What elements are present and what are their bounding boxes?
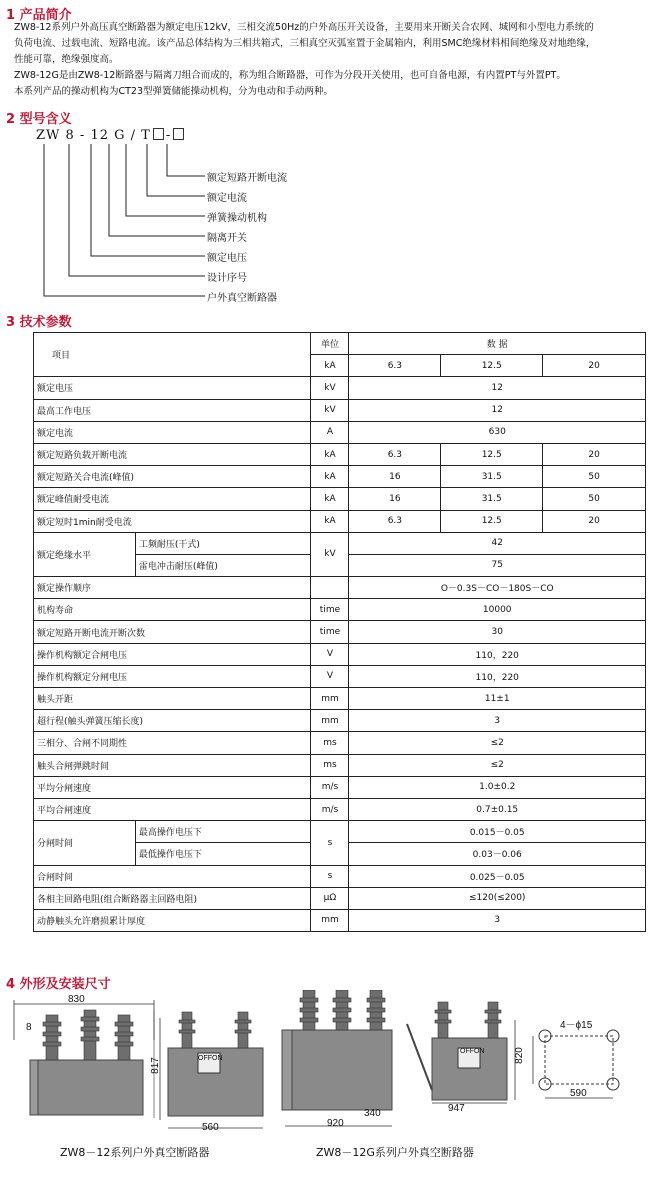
row-unit: kV: [311, 532, 349, 576]
row-label: 最高工作电压: [34, 399, 311, 421]
dim-label: 560: [202, 1122, 219, 1133]
intro-line: ZW8-12系列户外高压真空断路器为额定电压12kV，三相交流50Hz的户外高压开关设备，主要用来开断关合农网、城网和小型电力系统的: [14, 22, 594, 33]
table-row: [34, 532, 646, 554]
subheader-value: 6.3: [349, 355, 441, 377]
table-row: [34, 399, 646, 421]
table-header-row: [34, 333, 646, 355]
table-row: [34, 754, 646, 776]
row-label: 触头合闸弹跳时间: [34, 754, 311, 776]
row-value: 0.03－0.06: [349, 843, 646, 865]
spec-table: [33, 332, 646, 932]
row-value: 10000: [349, 599, 646, 621]
model-tree-lines: [0, 140, 220, 300]
table-row: [34, 488, 646, 510]
section-heading-model: 2 型号含义: [6, 112, 72, 127]
row-label: 各相主回路电阻(组合断路器主回路电阻): [34, 887, 311, 909]
table-row: [34, 621, 646, 643]
row-unit: ms: [311, 754, 349, 776]
row-unit: s: [311, 821, 349, 865]
caption-zw8g: ZW8－12G系列户外真空断路器: [316, 1146, 474, 1159]
model-box: [153, 128, 164, 140]
row-value: 0.025－0.05: [349, 865, 646, 887]
model-label: 额定电流: [207, 193, 247, 204]
row-unit: kA: [311, 466, 349, 488]
dim-label: 340: [364, 1108, 381, 1119]
row-value: 16: [349, 466, 441, 488]
row-label: 额定短时1min耐受电流: [34, 510, 311, 532]
row-unit: μΩ: [311, 887, 349, 909]
row-value: 75: [349, 554, 646, 576]
table-row: [34, 710, 646, 732]
row-unit: mm: [311, 710, 349, 732]
row-label: 额定短路关合电流(峰值): [34, 466, 311, 488]
dim-label: 830: [68, 994, 85, 1005]
row-label: 分闸时间: [34, 821, 136, 865]
model-label: 设计序号: [207, 273, 247, 284]
row-value: 12.5: [441, 443, 543, 465]
dim-label: 590: [570, 1088, 587, 1099]
row-value: 630: [349, 421, 646, 443]
row-unit: V: [311, 643, 349, 665]
model-box: [173, 128, 184, 140]
row-sublabel: 最高操作电压下: [135, 821, 311, 843]
row-value: 20: [543, 443, 646, 465]
row-value: 1.0±0.2: [349, 776, 646, 798]
row-label: 额定操作顺序: [34, 577, 311, 599]
table-row: [34, 599, 646, 621]
table-row: [34, 466, 646, 488]
row-value: 0.015－0.05: [349, 821, 646, 843]
drawing-zw8-side: [160, 1012, 263, 1128]
model-dash: -: [165, 128, 172, 143]
row-value: 16: [349, 488, 441, 510]
row-label: 操作机构额定分闸电压: [34, 665, 311, 687]
row-unit: m/s: [311, 798, 349, 820]
row-unit: A: [311, 421, 349, 443]
row-label: 额定短路开断电流开断次数: [34, 621, 311, 643]
row-value: 3: [349, 710, 646, 732]
row-label: 合闸时间: [34, 865, 311, 887]
offon-label: OFFON: [460, 1048, 485, 1055]
section-heading-tech: 3 技术参数: [6, 315, 72, 330]
row-value: 11±1: [349, 688, 646, 710]
row-unit: ms: [311, 732, 349, 754]
row-label: 平均分闸速度: [34, 776, 311, 798]
table-row: [34, 577, 646, 599]
model-code-text: ZW 8 - 12 G / T: [36, 128, 151, 143]
intro-line: ZW8-12G是由ZW8-12断路器与隔离刀组合而成的，称为组合断路器，可作为分段开关使用，也可自备电源，有内置PT与外置PT。: [14, 70, 566, 81]
model-label: 隔离开关: [207, 233, 247, 244]
row-label: 额定电压: [34, 377, 311, 399]
row-unit: mm: [311, 688, 349, 710]
row-value: ≤120(≤200): [349, 887, 646, 909]
row-value: ≤2: [349, 732, 646, 754]
row-value: 3: [349, 909, 646, 931]
model-label: 户外真空断路器: [207, 293, 277, 304]
row-label: 动静触头允许磨损累计厚度: [34, 909, 311, 931]
row-sublabel: 雷电冲击耐压(峰值): [135, 554, 311, 576]
header-item: 项目: [34, 333, 311, 377]
table-row: [34, 421, 646, 443]
row-value: 110，220: [349, 665, 646, 687]
subheader-value: 20: [543, 355, 646, 377]
row-unit: kA: [311, 488, 349, 510]
header-data: 数 据: [349, 333, 646, 355]
row-value: 31.5: [441, 466, 543, 488]
row-value: 12.5: [441, 510, 543, 532]
row-value: 50: [543, 488, 646, 510]
row-unit: m/s: [311, 776, 349, 798]
row-unit: kA: [311, 510, 349, 532]
row-label: 超行程(触头弹簧压缩长度): [34, 710, 311, 732]
section-heading-dims: 4 外形及安装尺寸: [6, 977, 111, 992]
row-value: 30: [349, 621, 646, 643]
table-row: [34, 665, 646, 687]
row-value: 12: [349, 377, 646, 399]
row-label: 机构寿命: [34, 599, 311, 621]
drawing-zw8-front: [14, 1000, 154, 1118]
row-value: 110，220: [349, 643, 646, 665]
table-row: [34, 887, 646, 909]
row-sublabel: 工频耐压(干式): [135, 532, 311, 554]
row-unit: kA: [311, 443, 349, 465]
table-row: [34, 865, 646, 887]
model-label: 弹簧操动机构: [207, 213, 267, 224]
model-label: 额定电压: [207, 253, 247, 264]
row-label: 操作机构额定合闸电压: [34, 643, 311, 665]
dim-label: 8: [26, 1022, 32, 1033]
row-unit: time: [311, 621, 349, 643]
intro-line: 负荷电流、过载电流、短路电流。该产品总体结构为三相共箱式，三相真空灭弧室置于金属箱内，利用SMC绝缘材料相间绝缘及对地绝缘，: [14, 38, 596, 49]
table-row: [34, 643, 646, 665]
dim-label: 920: [327, 1118, 344, 1129]
row-value: O－0.3S－CO－180S－CO: [349, 577, 646, 599]
header-unit: 单位: [311, 333, 349, 355]
dim-label: 820: [513, 1047, 525, 1064]
dim-label: 817: [149, 1057, 161, 1074]
row-unit: kV: [311, 399, 349, 421]
row-unit: V: [311, 665, 349, 687]
row-unit: time: [311, 599, 349, 621]
table-row: [34, 798, 646, 820]
intro-paragraph: [14, 20, 642, 100]
intro-line: 本系列产品的操动机构为CT23型弹簧储能操动机构，分为电动和手动两种。: [14, 86, 334, 97]
drawing-zw8g-front: [282, 990, 392, 1126]
row-unit: s: [311, 865, 349, 887]
row-label: 平均合闸速度: [34, 798, 311, 820]
row-unit: [311, 577, 349, 599]
intro-line: 性能可靠，绝缘强度高。: [14, 54, 119, 65]
row-label: 额定短路负载开断电流: [34, 443, 311, 465]
table-row: [34, 688, 646, 710]
row-value: 42: [349, 532, 646, 554]
model-label: 额定短路开断电流: [207, 173, 287, 184]
row-label: 触头开距: [34, 688, 311, 710]
row-sublabel: 最低操作电压下: [135, 843, 311, 865]
drawings-svg: [0, 990, 650, 1140]
table-row: [34, 732, 646, 754]
row-value: 6.3: [349, 510, 441, 532]
row-unit: mm: [311, 909, 349, 931]
section-heading-intro: 1 产品简介: [6, 8, 72, 23]
row-value: ≤2: [349, 754, 646, 776]
table-row: [34, 821, 646, 843]
dim-label: 947: [448, 1103, 465, 1114]
row-label: 额定电流: [34, 421, 311, 443]
row-value: 6.3: [349, 443, 441, 465]
row-value: 20: [543, 510, 646, 532]
caption-zw8: ZW8－12系列户外真空断路器: [60, 1146, 210, 1159]
row-label: 三相分、合闸不同期性: [34, 732, 311, 754]
dim-label: 4－ϕ15: [560, 1020, 593, 1031]
row-label: 额定绝缘水平: [34, 532, 136, 576]
subheader-value: 12.5: [441, 355, 543, 377]
offon-label: OFFON: [198, 1055, 223, 1062]
row-value: 31.5: [441, 488, 543, 510]
table-row: [34, 909, 646, 931]
table-row: [34, 510, 646, 532]
table-row: [34, 443, 646, 465]
row-unit: kV: [311, 377, 349, 399]
row-value: 50: [543, 466, 646, 488]
row-value: 0.7±0.15: [349, 798, 646, 820]
subheader-unit: kA: [311, 355, 349, 377]
table-row: [34, 776, 646, 798]
row-value: 12: [349, 399, 646, 421]
row-label: 额定峰值耐受电流: [34, 488, 311, 510]
table-row: [34, 377, 646, 399]
